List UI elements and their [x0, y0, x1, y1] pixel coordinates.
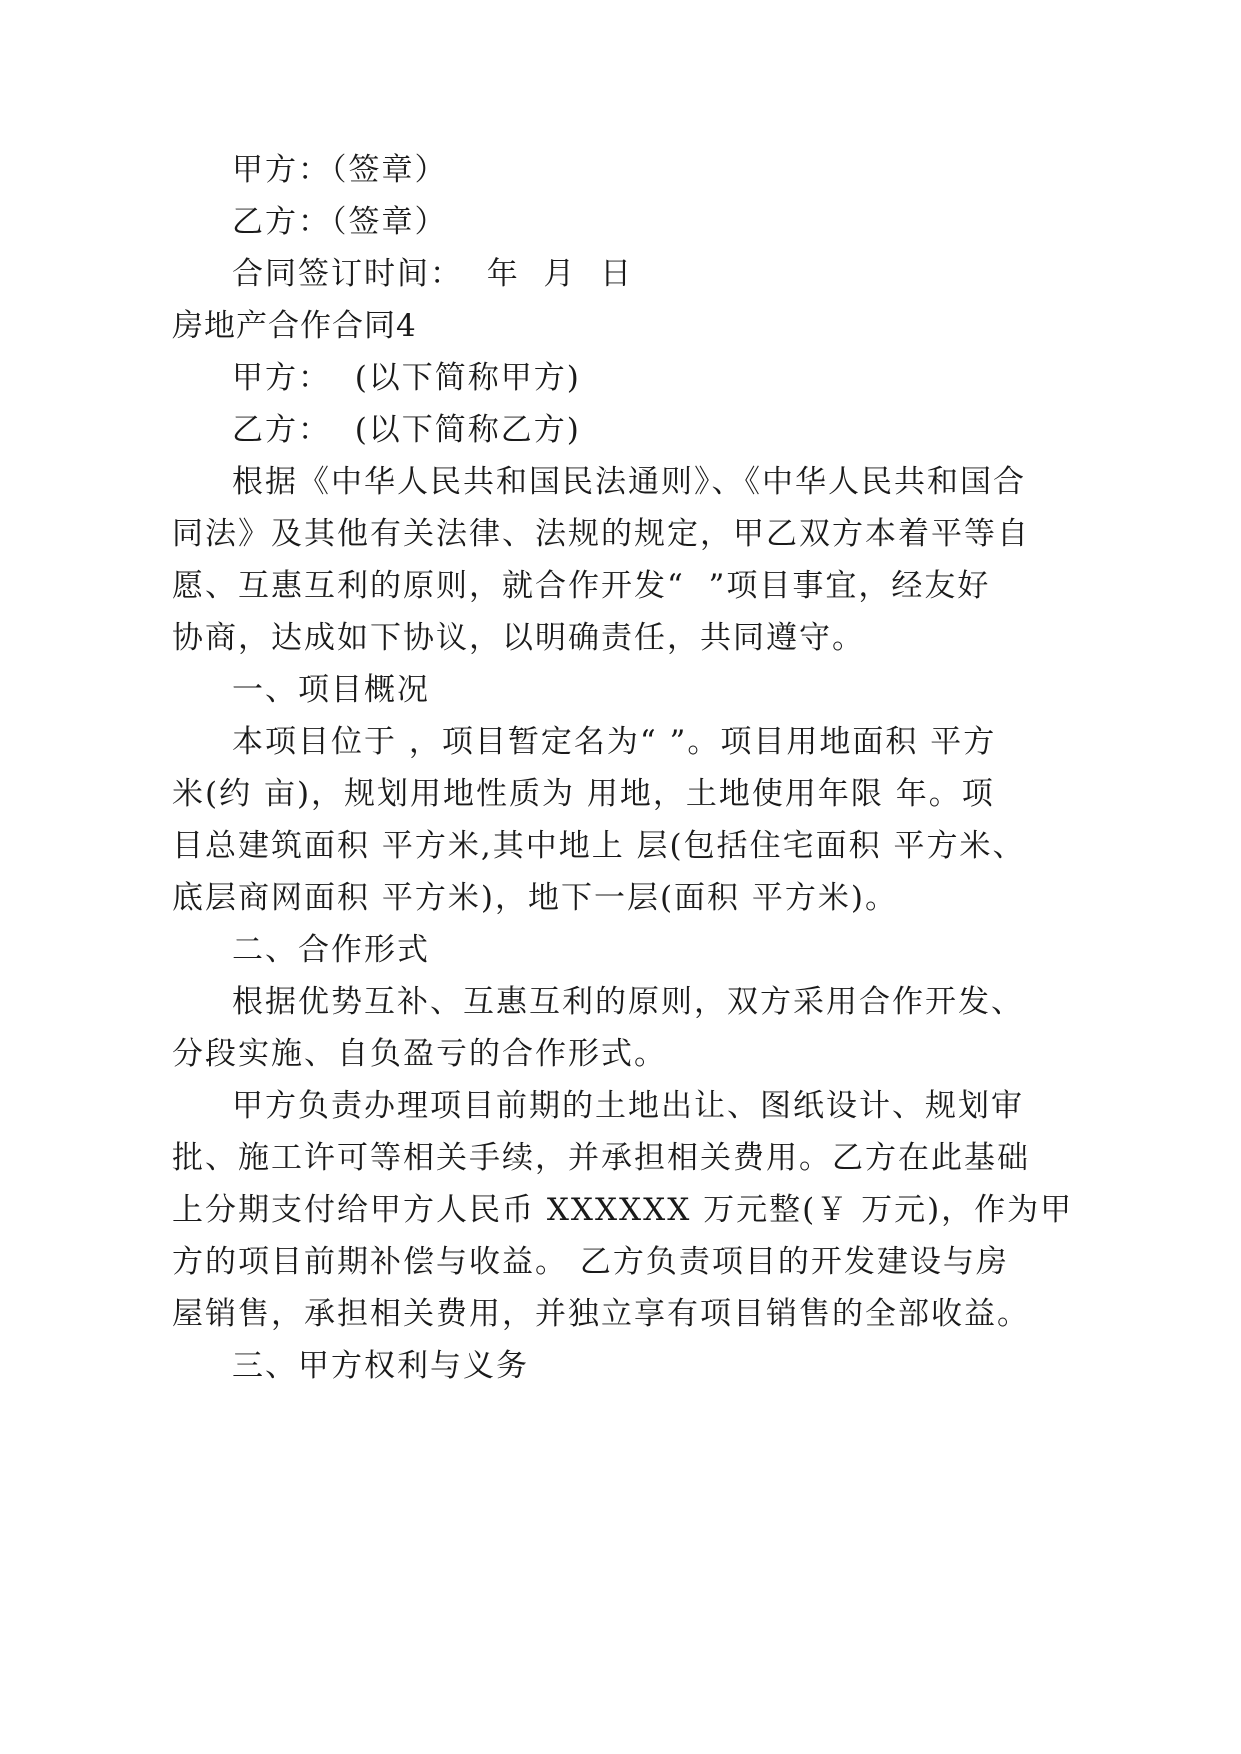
signing-date-line: 合同签订时间： 年 月 日	[232, 256, 634, 292]
preamble-line-4: 协商，达成如下协议，以明确责任，共同遵守。	[172, 620, 865, 656]
party-a-signature-line: 甲方：（签章）	[232, 152, 448, 188]
section1-line-4: 底层商网面积 平方米)，地下一层(面积 平方米)。	[172, 880, 898, 916]
section2-para2-line-2: 批、施工许可等相关手续，并承担相关费用。乙方在此基础	[172, 1140, 1030, 1176]
section2-para2-line-1: 甲方负责办理项目前期的土地出让、图纸设计、规划审	[232, 1088, 1024, 1124]
preamble-line-2: 同法》及其他有关法律、法规的规定，甲乙双方本着平等自	[172, 516, 1030, 552]
section-heading-3: 三、甲方权利与义务	[232, 1348, 529, 1384]
preamble-line-3: 愿、互惠互利的原则，就合作开发“ ”项目事宜，经友好	[172, 568, 991, 604]
section2-para2-line-3: 上分期支付给甲方人民币 XXXXXX 万元整(￥ 万元)，作为甲	[172, 1192, 1074, 1228]
section1-line-1: 本项目位于 ，项目暂定名为“ ”。项目用地面积 平方	[232, 724, 997, 760]
section2-para2-line-5: 屋销售，承担相关费用，并独立享有项目销售的全部收益。	[172, 1296, 1030, 1332]
section-heading-1: 一、项目概况	[232, 672, 430, 708]
section2-line-2: 分段实施、自负盈亏的合作形式。	[172, 1036, 667, 1072]
section1-line-2: 米(约 亩)，规划用地性质为 用地，土地使用年限 年。项	[172, 776, 995, 812]
section2-para2-line-4: 方的项目前期补偿与收益。 乙方负责项目的开发建设与房	[172, 1244, 1009, 1280]
contract-title: 房地产合作合同4	[172, 308, 417, 344]
party-b-line: 乙方： (以下简称乙方)	[232, 412, 581, 448]
party-a-line: 甲方： (以下简称甲方)	[232, 360, 581, 396]
preamble-line-1: 根据《中华人民共和国民法通则》、《中华人民共和国合	[232, 464, 1026, 500]
party-b-signature-line: 乙方：（签章）	[232, 204, 448, 240]
section2-line-1: 根据优势互补、互惠互利的原则，双方采用合作开发、	[232, 984, 1024, 1020]
section1-line-3: 目总建筑面积 平方米,其中地上 层(包括住宅面积 平方米、	[172, 828, 1026, 864]
section-heading-2: 二、合作形式	[232, 932, 430, 968]
